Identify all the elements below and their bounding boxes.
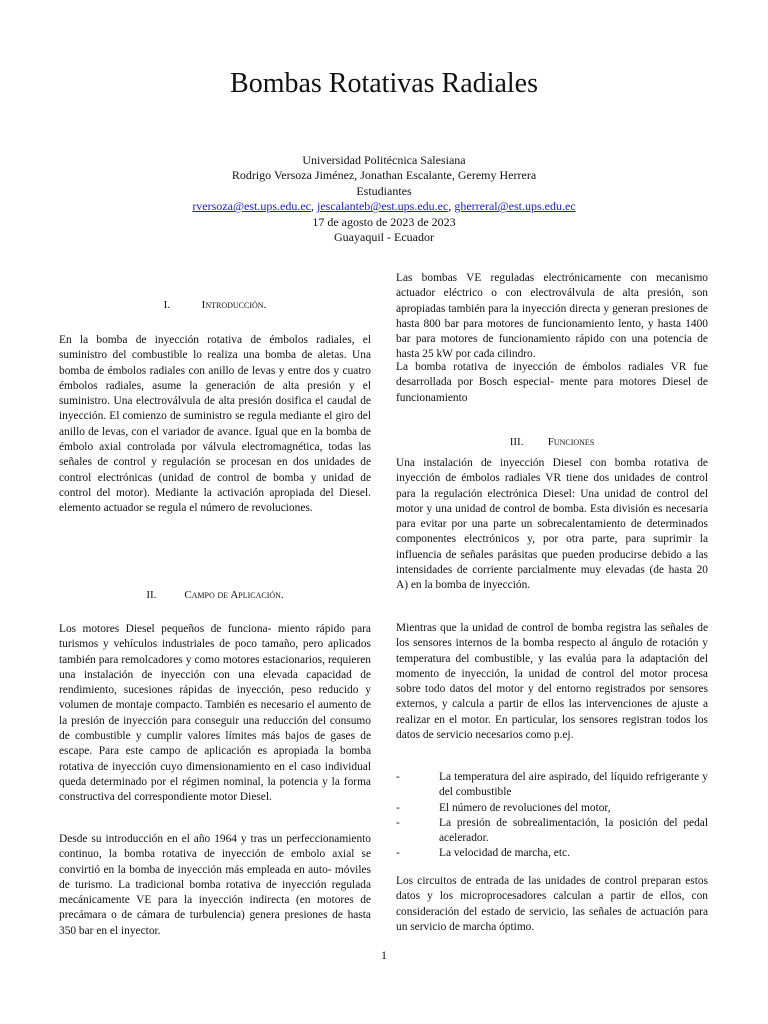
bullet-dash: - (396, 816, 400, 829)
section-label: Introducción. (201, 299, 267, 311)
list-item (396, 846, 708, 861)
place: Guayaquil - Ecuador (334, 230, 434, 245)
list-item-text: La velocidad de marcha, etc. (439, 847, 570, 860)
email-link[interactable]: jescalanteb@est.ups.edu.ec (316, 199, 449, 214)
paper-title: Bombas Rotativas Radiales (230, 68, 538, 99)
list-item (396, 816, 708, 847)
funciones-paragraph: Una instalación de inyección Diesel con bomba rotativa de inyección de émbolos radiales VR tiene dos unidades de control para la regulación electrónica Diesel: Una unidad de control del motor y una unidad de control de bomba. Esta división es necesaria para evitar por una parte un sobrecalentamiento de determinados componentes electrónicos y, por otra parte, para suprimir la influencia de señales parásitas que pueden producirse debido a las intensidades de corriente parcialmente muy elevadas (de hasta 20 A) en la bomba de inyección. (396, 457, 708, 592)
vr-paragraph: La bomba rotativa de inyección de émbolos radiales VR fue desarrollada por Bosch especial- mente para motores Diesel de funcionamiento (396, 361, 708, 404)
author-role: Estudiantes (356, 183, 412, 198)
email-link[interactable]: rversoza@est.ups.edu.ec (192, 199, 311, 214)
sensor-list (396, 770, 708, 862)
intro-paragraph: En la bomba de inyección rotativa de émbolos radiales, el suministro del combustible lo realiza una bomba de aletas. Una bomba de émbolos radiales con anillo de levas y entre dos y cuatro émbolos radiales, asume la generación de alta presión y el suministro. Una electroválvula de alta presión dosifica el caudal de inyección. El comienzo de suministro se regula mediante el giro del anillo de levas, con el variador de avance. Igual que en la bomba de émbolo axial controlada por válvula electromagnética, todas las señales de control y regulación se procesan en dos unidades de control electrónicas (unidad de control de bomba y unidad de control del motor). Mediante la activación apropiada del Diesel. elemento actuador se regula el número de revoluciones. (59, 334, 371, 515)
section-number: II. (146, 589, 157, 601)
page-number: 1 (381, 948, 387, 962)
campo-paragraph: Los motores Diesel pequeños de funciona- miento rápido para turismos y vehículos industriales de poco tamaño, pero aplicados también para remolcadores y como motores estacionarios, requieren una instalación de inyección con una elevada capacidad de rendimiento, sucesiones rápidas de inyección, peso reducido y volumen de montaje compacto. También es necesario el aumento de la presión de inyección para conseguir una reducción del consumo de combustible y cumplir valores límites más bajos de gases de escape. Para este campo de aplicación es apropiada la bomba rotativa de inyección cuyo dimensionamiento en el caso individual queda determinado por el régimen nominal, la potencia y la forma constructiva del correspondiente motor Diesel. (59, 623, 371, 804)
list-item (396, 801, 708, 816)
author-block (0, 153, 768, 245)
section-label: Funciones (547, 436, 595, 448)
ve-paragraph: Las bombas VE reguladas electrónicamente con mecanismo actuador eléctrico o con electroválvula de alta presión, son apropiadas también para la inyección directa y generan presiones de hasta 800 bar para motores de funcionamiento lento, y hasta 1400 bar para motores de funcionamiento rápido con una potencia de hasta 25 kW por cada cilindro. (396, 272, 708, 361)
section-heading-funciones (396, 435, 708, 449)
list-item-text: La temperatura del aire aspirado, del líquido refrigerante y del combustible (439, 771, 708, 799)
bullet-dash: - (396, 801, 400, 814)
date: 17 de agosto de 2023 de 2023 (312, 214, 456, 229)
campo-paragraph: Desde su introducción en el año 1964 y tras un perfeccionamiento continuo, la bomba rotativa de inyección de embolo axial se convirtió en la bomba de inyección más empleada en auto- móviles de turismo. La tradicional bomba rotativa de inyección regulada mecánicamente VE para la inyección indirecta (en motores de precámara o de cámara de turbulencia) genera presiones de hasta 350 bar en el inyector. (59, 833, 371, 937)
section-heading-campo (59, 588, 371, 602)
university: Universidad Politécnica Salesiana (302, 153, 466, 167)
bullet-dash: - (396, 771, 400, 783)
section-label: Campo de Aplicación. (184, 589, 284, 601)
authors: Rodrigo Versoza Jiménez, Jonathan Escalante, Geremy Herrera (231, 168, 537, 183)
bullet-dash: - (396, 847, 400, 860)
section-number: III. (509, 436, 524, 448)
email-list: rversoza@est.ups.edu.ec, jescalanteb@est.ups.edu.ec, gherreral@est.ups.edu.ec (192, 199, 576, 214)
closing-paragraph: Los circuitos de entrada de las unidades de control preparan estos datos y los microprocesadores calculan a partir de ellos, con consideración del estado de servicio, las señales de actuación para un servicio de marcha óptimo. (396, 875, 708, 933)
section-heading-introduccion (59, 298, 371, 312)
list-item (396, 770, 708, 801)
list-item-text: El número de revoluciones del motor, (439, 801, 611, 814)
email-link[interactable]: gherreral@est.ups.edu.ec (454, 199, 576, 214)
list-item-text: La presión de sobrealimentación, la posición del pedal acelerador. (439, 816, 708, 845)
funciones-paragraph: Mientras que la unidad de control de bomba registra las señales de los sensores internos de la bomba respecto al ángulo de rotación y temperatura del combustible, y las evalúa para la adaptación del momento de inyección, la unidad de control del motor procesa sobre todo datos del motor y del entorno registrados por sensores externos, y calcula a partir de ellos las intervenciones de ajuste a realizar en el motor. En particular, los sensores registran todos los datos de servicio necesarios como p.ej. (396, 622, 708, 742)
section-number: I. (163, 299, 171, 311)
